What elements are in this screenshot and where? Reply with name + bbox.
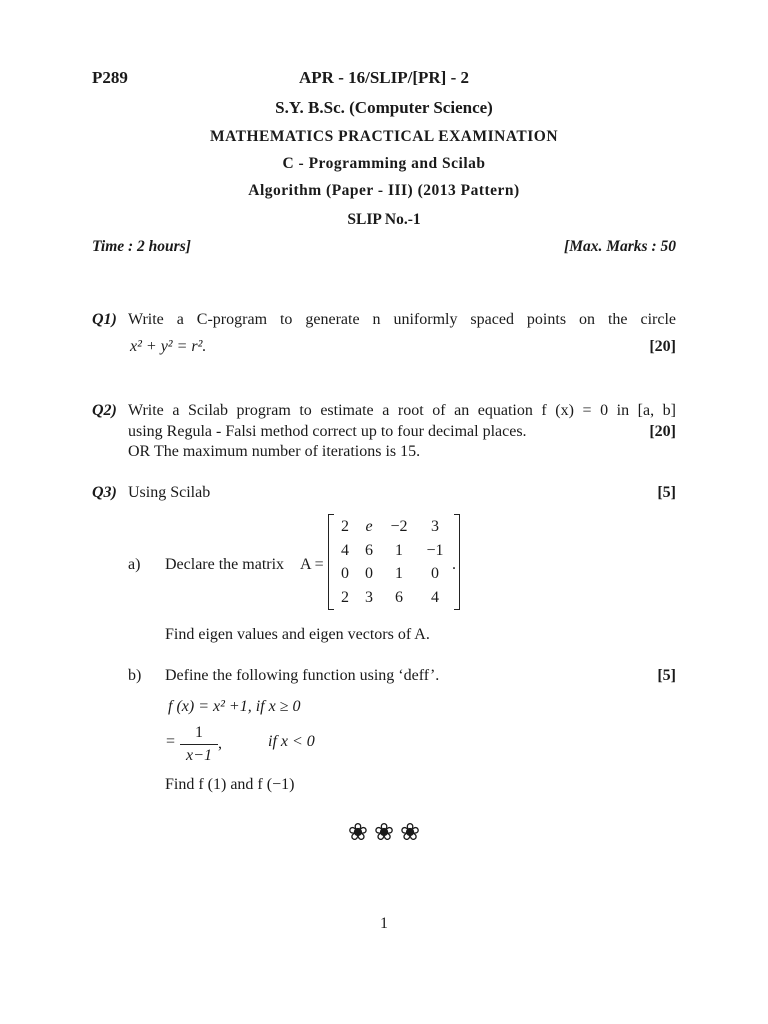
max-marks-label: [Max. Marks : 50 bbox=[564, 238, 676, 255]
q2-text-line1: Write a Scilab program to estimate a root of an equation f (x) = 0 in [a, b] bbox=[128, 402, 676, 419]
matrix-cell: 6 bbox=[365, 541, 373, 559]
q3b-label: b) bbox=[128, 667, 142, 684]
matrix-cell: −2 bbox=[390, 518, 408, 535]
function-equals: = bbox=[166, 733, 176, 750]
matrix-grid bbox=[334, 515, 454, 609]
q3b-marks: [5] bbox=[657, 667, 676, 684]
matrix-cell: 1 bbox=[395, 541, 403, 559]
matrix-period: . bbox=[452, 556, 456, 573]
q3a-find: Find eigen values and eigen vectors of A. bbox=[165, 626, 430, 643]
q2-label: Q2) bbox=[92, 402, 117, 419]
fraction-denominator: x−1 bbox=[186, 747, 212, 764]
q3-intro: Using Scilab bbox=[128, 484, 211, 501]
paper-title: Algorithm (Paper - III) (2013 Pattern) bbox=[248, 182, 520, 199]
matrix-cell: −1 bbox=[426, 541, 444, 559]
q2-text-line2: using Regula - Falsi method correct up to four decimal places. bbox=[128, 423, 527, 440]
matrix-cell: 0 bbox=[341, 565, 349, 582]
matrix-cell: 6 bbox=[395, 588, 403, 606]
fraction-numerator: 1 bbox=[195, 724, 203, 741]
time-label: Time : 2 hours] bbox=[92, 238, 191, 255]
course-title: S.Y. B.Sc. (Computer Science) bbox=[275, 98, 493, 117]
fraction-bar bbox=[180, 744, 218, 745]
q2-marks: [20] bbox=[649, 423, 676, 440]
matrix-cell: 4 bbox=[431, 588, 439, 606]
matrix-cell: 3 bbox=[365, 588, 373, 606]
q2-text-line3: OR The maximum number of iterations is 15. bbox=[128, 443, 421, 460]
q3-marks: [5] bbox=[657, 484, 676, 501]
subject-title: C - Programming and Scilab bbox=[282, 155, 486, 172]
matrix-cell: 1 bbox=[395, 565, 403, 582]
q1-equation: x² + y² = r². bbox=[130, 338, 207, 355]
page-number: 1 bbox=[380, 915, 388, 932]
exam-title: MATHEMATICS PRACTICAL EXAMINATION bbox=[209, 128, 559, 145]
function-fraction bbox=[180, 724, 218, 765]
function-comma: , bbox=[218, 735, 222, 752]
matrix-name: A = bbox=[300, 556, 324, 573]
matrix-cell: 2 bbox=[341, 588, 349, 606]
q3-label: Q3) bbox=[92, 484, 117, 501]
function-condition2: if x < 0 bbox=[268, 733, 315, 750]
paper-code: P289 bbox=[92, 68, 128, 87]
matrix-cell: 4 bbox=[341, 541, 349, 559]
q3a-text: Declare the matrix bbox=[165, 556, 285, 573]
matrix-a bbox=[328, 514, 460, 610]
matrix-cell: e bbox=[365, 518, 373, 535]
matrix-cell: 3 bbox=[431, 518, 439, 535]
q3b-text: Define the following function using ‘deff’. bbox=[165, 667, 440, 684]
q3b-find: Find f (1) and f (−1) bbox=[165, 776, 295, 793]
slip-number: SLIP No.-1 bbox=[347, 211, 421, 228]
flower-ornament-icon: ❀ ❀ ❀ bbox=[347, 820, 421, 846]
matrix-cell: 2 bbox=[341, 518, 349, 535]
q3a-label: a) bbox=[128, 556, 141, 573]
q1-marks: [20] bbox=[649, 338, 676, 355]
matrix-cell: 0 bbox=[431, 565, 439, 582]
function-line1: f (x) = x² +1, if x ≥ 0 bbox=[168, 698, 301, 715]
slip-code: APR - 16/SLIP/[PR] - 2 bbox=[299, 68, 469, 87]
q1-label: Q1) bbox=[92, 311, 117, 328]
matrix-cell: 0 bbox=[365, 565, 373, 582]
q1-text: Write a C-program to generate n uniformly spaced points on the circle bbox=[128, 311, 676, 328]
